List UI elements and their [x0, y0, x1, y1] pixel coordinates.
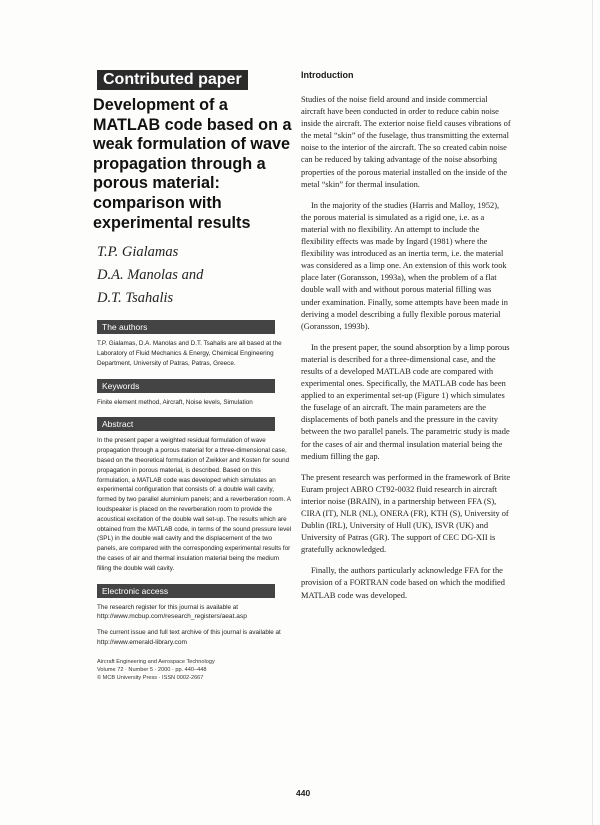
section-heading-electronic-access: Electronic access — [97, 584, 275, 598]
contributed-paper-badge: Contributed paper — [97, 70, 248, 90]
introduction-heading: Introduction — [301, 70, 354, 80]
paragraph: Finally, the authors particularly acknowledge FFA for the provision of a FORTRAN code based on which the modified MATLAB code was developed. — [301, 566, 505, 600]
introduction-body — [301, 94, 511, 602]
electronic-access-block — [97, 603, 293, 648]
section-heading-authors: The authors — [97, 320, 275, 334]
scan-edge-line — [592, 0, 593, 825]
journal-issn: © MCB University Press · ISSN 0002-2667 — [97, 674, 204, 681]
paragraph: The present research was performed in the framework of Brite Euram project ABRO CT92-0032 fluid research in aircraft interior noise (BRAIN), in a partnership between FFA (S), CIRA (IT), NLR (NL), ONERA (FR), KTH (S), University of Dublin (IRL), University of Hull (UK), ISVR (UK) and University of Patras (GR). The support of CEC DG-XII is gratefully acknowledged. — [301, 472, 511, 555]
keywords-text: Finite element method, Aircraft, Noise levels, Simulation — [97, 398, 253, 406]
journal-name: Aircraft Engineering and Aerospace Technology — [97, 658, 215, 665]
emerald-library-link[interactable]: http://www.emerald-library.com — [97, 638, 188, 646]
paragraph: In the majority of the studies (Harris and Malloy, 1952), the porous material is simulated as a rigid one, i.e. as a material with no flexibility. An attempt to include the flexibility effects was made by Ingard (1981) where the flexibility was introduced as an inertia term, i.e. the material was considered as a limp one. An extension of this work took place later (Goransson, 1993a), when the problem of a flat double wall with and without porous material filling was under examination. Finally, some attempts have been made in deriving a model describing a fully flexible porous material (Goransson, 1993b). — [301, 200, 508, 331]
section-heading-abstract: Abstract — [97, 417, 275, 431]
abstract-text: In the present paper a weighted residual formulation of wave propagation through a porous material for a three-dimensional case, based on the theoretical formulation of Zwikker and Kosten for sound propagation in porous material, is described. Based on this formulation, a MATLAB code was developed which simulates an experimental configuration that consists of: a double wall cavity, formed by two parallel aluminium panels; and a reverberation room. A loudspeaker is placed on the reverberation room to provide the acoustical excitation of the double wall set-up. The results which are obtained from the MATLAB code, in terms of the sound pressure level (SPL) in the double wall cavity and the displacement of the two panels, are compared with the corresponding experimental results for the cases of air and thermal insulation material being the medium filling the double wall cavity. — [97, 437, 292, 572]
access-text: The research register for this journal is available at — [97, 603, 239, 611]
paragraph: In the present paper, the sound absorption by a limp porous material is described for a three-dimensional case, and the results of a developed MATLAB code are compared with experimental ones. Specifically, the MATLAB code has been applied to an experimental set-up (Figure 1) which simulates the fuselage of an aircraft. The main parameters are the displacements of both panels and the pressure in the cavity between the two parallel panels. The parametric study is made for the cases of air and thermal insulation material being the medium filling the gap. — [301, 342, 510, 461]
author-name: T.P. Gialamas — [97, 244, 179, 261]
research-register-link[interactable]: http://www.mcbup.com/research_registers/aeat.asp — [97, 613, 247, 621]
paper-title: Development of a MATLAB code based on a weak formulation of wave propagation through a porous material: comparison with experimental results — [93, 96, 292, 232]
author-name: D.A. Manolas and — [97, 267, 204, 284]
journal-citation — [97, 658, 293, 682]
author-list — [97, 241, 293, 310]
page-number: 440 — [296, 788, 311, 798]
access-text: The current issue and full text archive of this journal is available at — [97, 629, 281, 637]
journal-volume: Volume 72 · Number 5 · 2000 · pp. 440–448 — [97, 666, 207, 673]
section-heading-keywords: Keywords — [97, 379, 275, 393]
left-column — [93, 70, 293, 682]
right-column — [301, 70, 511, 611]
paragraph: Studies of the noise field around and inside commercial aircraft have been conducted in order to reduce cabin noise inside the aircraft. The exterior noise field causes vibrations of the metal “skin” of the fuselage, thus transmitting the external noise to the interior of the aircraft. The so created cabin noise can be reduced by taking advantage of the noise absorbing properties of the porous material installed on the inside of the metal “skin” for thermal insulation. — [301, 95, 511, 189]
authors-affiliation-text: T.P. Gialamas, D.A. Manolas and D.T. Tsahalis are all based at the Laboratory of Fluid Mechanics & Energy, Chemical Engineering Department, University of Patras, Patras, Greece. — [97, 340, 282, 367]
author-name: D.T. Tsahalis — [97, 290, 174, 307]
